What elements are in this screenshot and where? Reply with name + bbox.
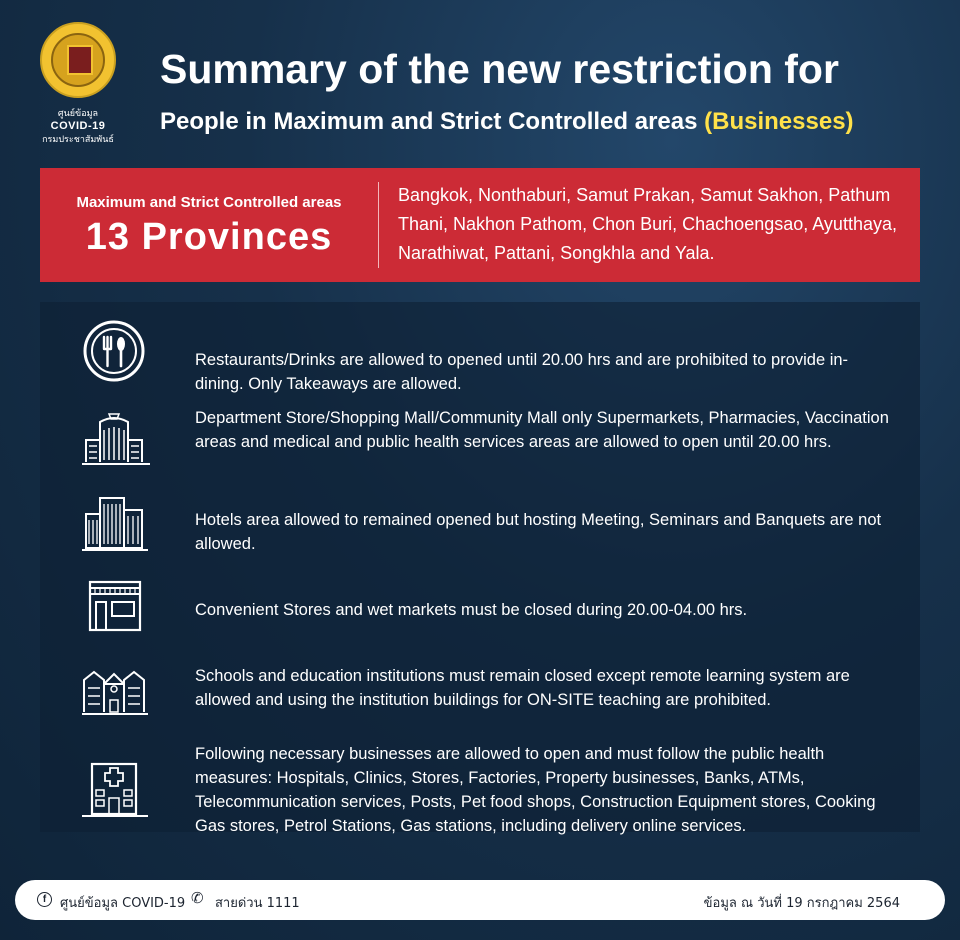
agency-logo: [40, 22, 116, 146]
shopping-mall-icon: [78, 406, 150, 470]
page-subtitle: [160, 108, 854, 136]
store-icon: [78, 574, 150, 638]
facebook-icon: f: [37, 892, 52, 907]
phone-icon: ✆: [191, 890, 204, 907]
provinces-banner: [40, 168, 920, 282]
data-date: ข้อมูล ณ วันที่ 19 กรกฎาคม 2564: [703, 896, 900, 911]
restriction-text: Schools and education institutions must remain closed except remote learning system are allowed and using the institution buildings for ON-SITE teaching are prohibited.: [195, 667, 850, 709]
hotel-icon: [78, 492, 150, 556]
province-list: Bangkok, Nonthaburi, Samut Prakan, Samut Sakhon, Pathum Thani, Nakhon Pathom, Chon Buri, Chachoengsao, Ayutthaya, Narathiwat, Pattani, Songkhla and Yala.: [398, 185, 897, 263]
logo-line-2: COVID-19: [50, 120, 106, 132]
province-count: 13 Provinces: [85, 216, 333, 258]
footer-bar: [15, 880, 945, 920]
restriction-text: Hotels area allowed to remained opened but hosting Meeting, Seminars and Banquets are not allowed.: [195, 511, 882, 553]
seal-icon: [40, 22, 116, 98]
subtitle-highlight: (Businesses): [704, 108, 854, 135]
logo-line-3: กรมประชาสัมพันธ์: [42, 135, 114, 145]
restaurant-icon: [78, 320, 150, 384]
hospital-icon: [78, 756, 150, 820]
banner-label: Maximum and Strict Controlled areas: [76, 194, 342, 211]
logo-line-1: ศูนย์ข้อมูล: [57, 109, 99, 119]
restriction-text: Convenient Stores and wet markets must be closed during 20.00-04.00 hrs.: [195, 601, 748, 619]
restriction-text: Following necessary businesses are allowed to open and must follow the public health measures: Hospitals, Clinics, Stores, Factories, Property businesses, Banks, ATMs, Telecommunication services, Posts, Pet food shops, Construction Equipment stores, Cooking Gas stores, Petrol Stations, Gas stations, including delivery online services.: [195, 745, 876, 835]
restrictions-panel: [40, 302, 920, 835]
facebook-label[interactable]: ศูนย์ข้อมูล COVID-19: [60, 896, 186, 911]
banner-divider: [378, 182, 379, 268]
page-title: Summary of the new restriction for: [160, 46, 839, 92]
hotline-label[interactable]: สายด่วน 1111: [215, 896, 300, 911]
restriction-text: Department Store/Shopping Mall/Community Mall only Supermarkets, Pharmacies, Vaccination areas and medical and public health services areas are allowed to open until 20.00 hrs.: [195, 409, 889, 451]
school-icon: [78, 656, 150, 720]
restriction-text: Restaurants/Drinks are allowed to opened until 20.00 hrs and are prohibited to provide in-dining. Only Takeaways are allowed.: [195, 351, 849, 393]
subtitle-text: People in Maximum and Strict Controlled areas: [160, 108, 698, 135]
